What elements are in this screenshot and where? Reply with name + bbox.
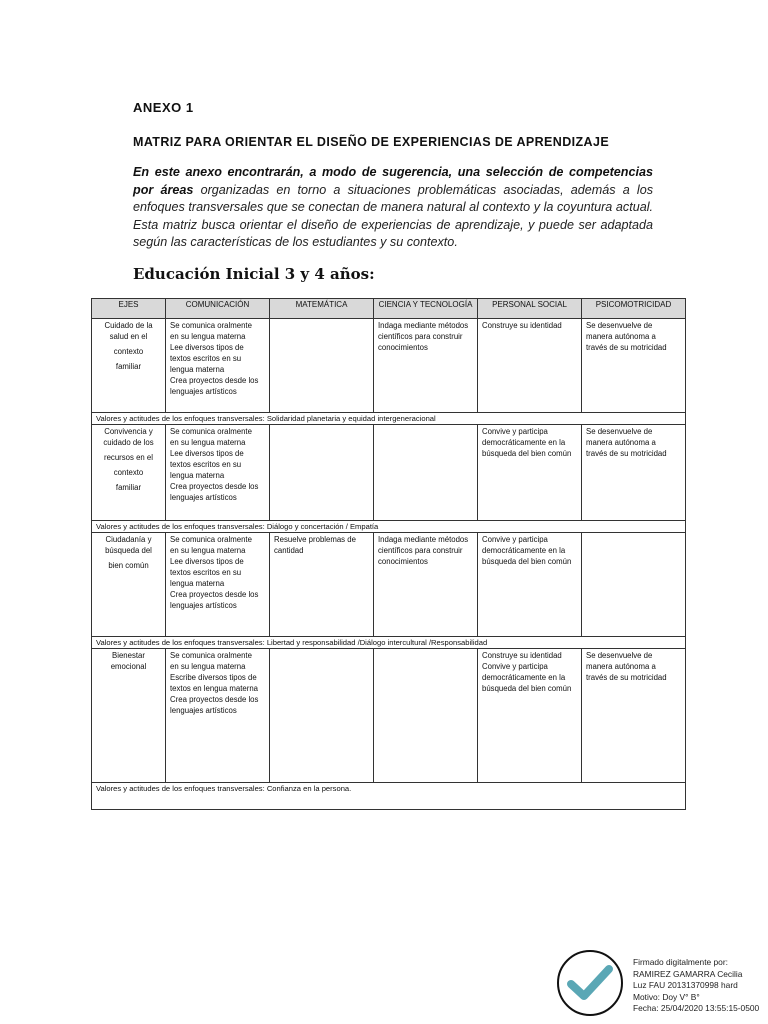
cell-line: familiar xyxy=(115,362,142,371)
cell-line: Bienestar xyxy=(112,651,145,660)
comunicacion-cell xyxy=(166,533,270,637)
cell-line: Construye su identidad xyxy=(482,321,562,330)
cell-line: conocimientos xyxy=(378,557,428,566)
cell-line: Se desenvuelve de xyxy=(586,651,653,660)
cell-line: democráticamente en la xyxy=(482,546,566,555)
ciencia-cell xyxy=(374,319,478,413)
cell-line: textos escritos en su xyxy=(170,460,242,469)
comunicacion-cell xyxy=(166,649,270,783)
values-text: Solidaridad planetaria y equidad intergeneracional xyxy=(266,414,436,423)
cell-line: búsqueda del bien común xyxy=(482,449,572,458)
values-label: Valores y actitudes de los enfoques transversales: xyxy=(96,414,265,423)
cell-line: Crea proyectos desde los xyxy=(170,590,259,599)
cell-line: científicos para construir xyxy=(378,546,463,555)
cell-line: en su lengua materna xyxy=(170,438,246,447)
matematica-cell xyxy=(270,649,374,783)
cell-line: recursos en el xyxy=(104,453,153,462)
matrix-row xyxy=(92,649,686,783)
header-ejes: EJES xyxy=(92,299,166,319)
ciencia-cell xyxy=(374,533,478,637)
cell-line: en su lengua materna xyxy=(170,332,246,341)
values-label: Valores y actitudes de los enfoques transversales: xyxy=(96,522,265,531)
cell-line: en su lengua materna xyxy=(170,546,246,555)
signature-line: Motivo: Doy V° B° xyxy=(633,991,700,1002)
cell-line: Crea proyectos desde los xyxy=(170,482,259,491)
competencies-matrix xyxy=(91,298,686,810)
cell-line: Convive y participa xyxy=(482,427,548,436)
intro-paragraph xyxy=(133,164,653,252)
cell-line: científicos para construir xyxy=(378,332,463,341)
annex-heading: ANEXO 1 xyxy=(133,100,194,115)
personal-social-cell xyxy=(478,533,582,637)
cell-line: Se comunica oralmente xyxy=(170,651,252,660)
matrix-row xyxy=(92,319,686,413)
cell-line: contexto xyxy=(113,468,144,477)
values-row xyxy=(92,521,686,533)
cell-line: búsqueda del bien común xyxy=(482,684,572,693)
level-heading: Educación Inicial 3 y 4 años: xyxy=(133,265,375,283)
cell-line: Construye su identidad xyxy=(482,651,562,660)
cell-line: lenguajes artísticos xyxy=(170,493,237,502)
cell-line: democráticamente en la xyxy=(482,438,566,447)
header-psicomotricidad: PSICOMOTRICIDAD xyxy=(582,299,686,319)
intro-bold: En este anexo encontrarán, a modo de sugerencia, una selección de competencias por áreas xyxy=(133,165,653,197)
cell-line: Se comunica oralmente xyxy=(170,427,252,436)
eje-cell xyxy=(92,649,166,783)
psicomotricidad-cell xyxy=(582,425,686,521)
values-row xyxy=(92,783,686,810)
cell-line: Ciudadanía y xyxy=(105,535,152,544)
matematica-cell xyxy=(270,533,374,637)
cell-line: lengua materna xyxy=(170,365,225,374)
cell-line: lengua materna xyxy=(170,471,225,480)
cell-line: Crea proyectos desde los xyxy=(170,376,259,385)
values-cell xyxy=(92,521,686,533)
cell-line: contexto xyxy=(113,347,144,356)
values-cell xyxy=(92,637,686,649)
cell-line: textos escritos en su xyxy=(170,568,242,577)
values-row xyxy=(92,637,686,649)
cell-line: través de su motricidad xyxy=(586,343,667,352)
cell-line: través de su motricidad xyxy=(586,449,667,458)
cell-line: Se comunica oralmente xyxy=(170,535,252,544)
ciencia-cell xyxy=(374,649,478,783)
cell-line: Se comunica oralmente xyxy=(170,321,252,330)
cell-line: Lee diversos tipos de xyxy=(170,449,244,458)
matematica-cell xyxy=(270,319,374,413)
signature-stamp xyxy=(557,950,623,1016)
cell-line: Convivencia y xyxy=(104,427,153,436)
cell-line: través de su motricidad xyxy=(586,673,667,682)
cell-line: Convive y participa xyxy=(482,535,548,544)
cell-line: salud en el xyxy=(109,332,148,341)
header-ciencia: CIENCIA Y TECNOLOGÍA xyxy=(374,299,478,319)
values-cell xyxy=(92,783,686,810)
header-matematica: MATEMÁTICA xyxy=(270,299,374,319)
cell-line: textos en lengua materna xyxy=(170,684,258,693)
ciencia-cell xyxy=(374,425,478,521)
comunicacion-cell xyxy=(166,319,270,413)
values-label: Valores y actitudes de los enfoques transversales: xyxy=(96,638,265,647)
values-text: Libertad y responsabilidad /Diálogo intercultural /Responsabilidad xyxy=(266,638,488,647)
digital-signature xyxy=(633,957,768,1015)
signature-line: RAMIREZ GAMARRA Cecilia xyxy=(633,968,743,979)
cell-line: Se desenvuelve de xyxy=(586,427,653,436)
cell-line: manera autónoma a xyxy=(586,438,656,447)
values-text: Confianza en la persona. xyxy=(266,784,352,793)
cell-line: búsqueda del bien común xyxy=(482,557,572,566)
cell-line: Se desenvuelve de xyxy=(586,321,653,330)
cell-line: Convive y participa xyxy=(482,662,548,671)
matematica-cell xyxy=(270,425,374,521)
cell-line: Indaga mediante métodos xyxy=(378,321,469,330)
cell-line: Lee diversos tipos de xyxy=(170,557,244,566)
cell-line: lenguajes artísticos xyxy=(170,387,237,396)
check-icon xyxy=(566,963,614,1003)
matrix-row xyxy=(92,533,686,637)
cell-line: Lee diversos tipos de xyxy=(170,343,244,352)
cell-line: en su lengua materna xyxy=(170,662,246,671)
signature-line: Firmado digitalmente por: xyxy=(633,957,728,967)
cell-line: Cuidado de la xyxy=(104,321,153,330)
cell-line: democráticamente en la xyxy=(482,673,566,682)
psicomotricidad-cell xyxy=(582,319,686,413)
cell-line: conocimientos xyxy=(378,343,428,352)
cell-line: textos escritos en su xyxy=(170,354,242,363)
cell-line: manera autónoma a xyxy=(586,332,656,341)
cell-line: Indaga mediante métodos xyxy=(378,535,469,544)
eje-cell xyxy=(92,533,166,637)
document-title: MATRIZ PARA ORIENTAR EL DISEÑO DE EXPERIENCIAS DE APRENDIZAJE xyxy=(133,135,610,149)
values-text: Diálogo y concertación / Empatía xyxy=(266,522,379,531)
cell-line: lenguajes artísticos xyxy=(170,706,237,715)
matrix-row xyxy=(92,425,686,521)
eje-cell xyxy=(92,425,166,521)
cell-line: Resuelve problemas de xyxy=(274,535,356,544)
cell-line: búsqueda del xyxy=(105,546,152,555)
cell-line: Escribe diversos tipos de xyxy=(170,673,257,682)
cell-line: lenguajes artísticos xyxy=(170,601,237,610)
psicomotricidad-cell xyxy=(582,533,686,637)
personal-social-cell xyxy=(478,649,582,783)
cell-line: emocional xyxy=(110,662,147,671)
personal-social-cell xyxy=(478,319,582,413)
personal-social-cell xyxy=(478,425,582,521)
signature-line: Luz FAU 20131370998 hard xyxy=(633,980,738,990)
psicomotricidad-cell xyxy=(582,649,686,783)
signature-line: Fecha: 25/04/2020 13:55:15-0500 xyxy=(633,1003,760,1013)
cell-line: cuidado de los xyxy=(103,438,154,447)
values-label: Valores y actitudes de los enfoques transversales: xyxy=(96,784,265,793)
cell-line: familiar xyxy=(115,483,142,492)
cell-line: bien común xyxy=(108,561,149,570)
comunicacion-cell xyxy=(166,425,270,521)
cell-line: lengua materna xyxy=(170,579,225,588)
header-personal-social: PERSONAL SOCIAL xyxy=(478,299,582,319)
values-cell xyxy=(92,413,686,425)
eje-cell xyxy=(92,319,166,413)
intro-rest: organizadas en torno a situaciones problemáticas asociadas, además a los enfoques transversales que se conectan de manera natural al contexto y la coyuntura actual. Esta matriz busca orientar el diseño de experiencias de aprendizaje, y puede ser adaptada según las características de los estudiantes y su contexto. xyxy=(133,182,654,249)
cell-line: manera autónoma a xyxy=(586,662,656,671)
header-comunicacion: COMUNICACIÓN xyxy=(166,299,270,319)
cell-line: cantidad xyxy=(274,546,304,555)
cell-line: Crea proyectos desde los xyxy=(170,695,259,704)
values-row xyxy=(92,413,686,425)
